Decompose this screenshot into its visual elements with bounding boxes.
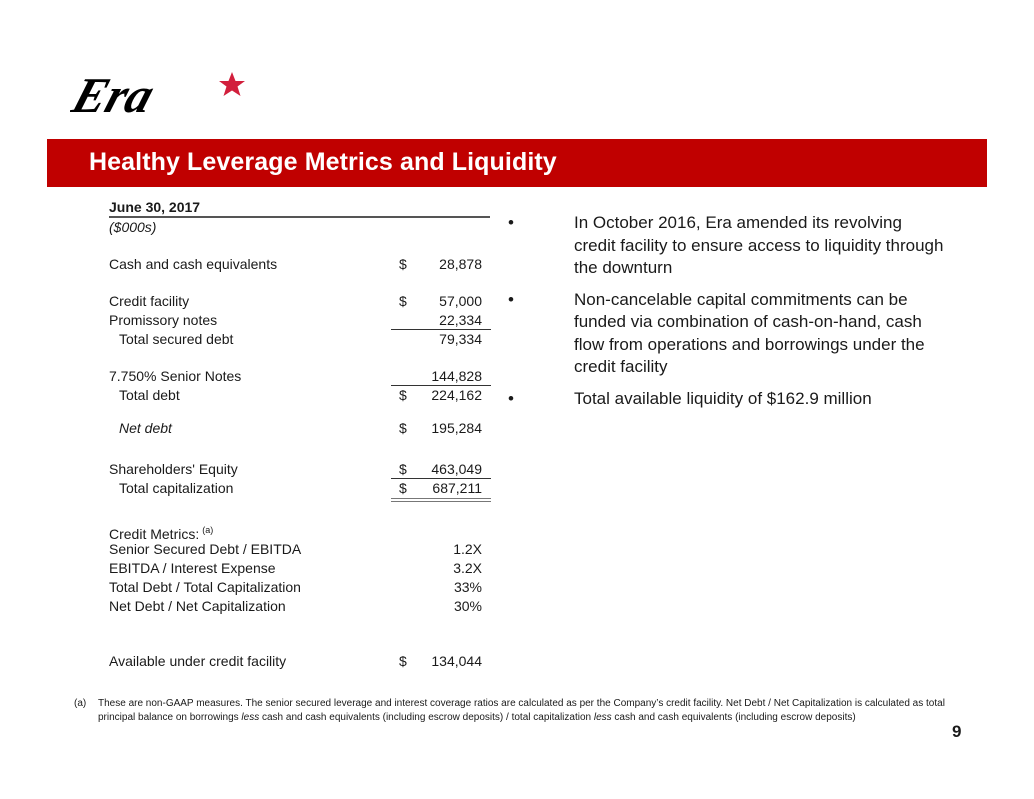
table-row-metric (109, 559, 490, 578)
footnote-ref: (a) (202, 525, 214, 535)
currency-symbol: $ (399, 293, 407, 309)
row-label: 7.750% Senior Notes (109, 368, 242, 384)
bullet-icon: • (508, 213, 514, 232)
row-label: Shareholders' Equity (109, 461, 238, 477)
currency-symbol: $ (399, 256, 407, 272)
row-value: 195,284 (431, 420, 482, 436)
table-row-credit-facility (109, 292, 490, 311)
footnote-text: These are non-GAAP measures. The senior secured leverage and interest coverage ratios are calculated as per the Company’s credit facility. Net Debt / Net Capitalization is calculated as total principal balance on borrowings less cash and cash equivalents (including escrow deposits) / total capitalization less cash and cash equivalents (including escrow deposits) (98, 698, 945, 723)
table-date-header (109, 198, 490, 218)
footnote-mark: (a) (74, 698, 87, 709)
total-double-rule (391, 498, 491, 502)
row-value: 463,049 (431, 461, 482, 477)
table-row-cash (109, 255, 490, 274)
metric-value: 1.2X (453, 541, 482, 557)
row-value: 79,334 (439, 331, 482, 347)
table-row-total-secured-debt (109, 330, 490, 349)
table-row-senior-notes (109, 367, 490, 386)
row-value: 134,044 (431, 653, 482, 669)
row-value: 687,211 (432, 480, 482, 496)
metric-value: 33% (453, 579, 482, 595)
table-row-equity (109, 460, 490, 479)
row-value: 28,878 (439, 256, 482, 272)
row-value: 144,828 (431, 368, 482, 384)
table-row-total-debt (109, 386, 490, 405)
metric-value: 30% (453, 598, 482, 614)
currency-symbol: $ (399, 480, 407, 496)
list-item (508, 289, 948, 379)
capitalization-table (109, 198, 490, 671)
bullet-text: Non-cancelable capital commitments can be funded via combination of cash-on-hand, cash flow from operations and borrowings under the credit facility (574, 289, 925, 376)
table-row-net-debt (109, 419, 490, 438)
metric-label: Total Debt / Total Capitalization (109, 579, 301, 595)
date-header: June 30, 2017 (109, 199, 201, 215)
table-row-promissory-notes (109, 311, 490, 330)
row-label: Total debt (119, 387, 180, 403)
bullet-icon: • (508, 289, 514, 309)
title-banner (47, 139, 987, 187)
currency-symbol: $ (399, 653, 407, 669)
list-item (508, 388, 948, 411)
bullet-icon: • (508, 388, 514, 408)
table-row-available-credit (109, 652, 490, 671)
row-label: Promissory notes (109, 312, 218, 328)
star-icon (219, 72, 245, 96)
table-row-metric (109, 540, 490, 559)
table-row-metric (109, 597, 490, 616)
row-label: Available under credit facility (109, 653, 287, 669)
currency-symbol: $ (399, 387, 407, 403)
currency-symbol: $ (399, 420, 407, 436)
page-number: 9 (952, 722, 962, 741)
credit-metrics-header (109, 521, 490, 540)
units-row (109, 218, 490, 237)
units-label: ($000s) (109, 219, 157, 235)
row-label: Total secured debt (119, 331, 234, 347)
row-value: 22,334 (439, 312, 482, 328)
table-row-metric (109, 578, 490, 597)
era-logo-mark (70, 66, 250, 122)
row-value: 224,162 (431, 387, 482, 403)
metric-value: 3.2X (453, 560, 482, 576)
table-row-total-capitalization (109, 479, 490, 498)
list-item (508, 212, 948, 280)
row-value: 57,000 (439, 293, 482, 309)
row-label: Credit facility (109, 293, 190, 309)
row-label: Net debt (119, 420, 172, 436)
credit-metrics-label: Credit Metrics: (109, 526, 200, 542)
currency-symbol: $ (399, 461, 407, 477)
bullet-text: Total available liquidity of $162.9 million (574, 388, 872, 408)
metric-label: EBITDA / Interest Expense (109, 560, 276, 576)
row-label: Cash and cash equivalents (109, 256, 278, 272)
metric-label: Senior Secured Debt / EBITDA (109, 541, 302, 557)
page-title: Healthy Leverage Metrics and Liquidity (89, 148, 557, 176)
logo-wordmark: Era (70, 68, 162, 122)
key-points-list (508, 212, 948, 419)
footnote (74, 697, 954, 724)
era-logo (70, 66, 250, 122)
row-label: Total capitalization (119, 480, 234, 496)
metric-label: Net Debt / Net Capitalization (109, 598, 286, 614)
bullet-text: In October 2016, Era amended its revolving credit facility to ensure access to liquidity through the downturn (574, 213, 944, 277)
